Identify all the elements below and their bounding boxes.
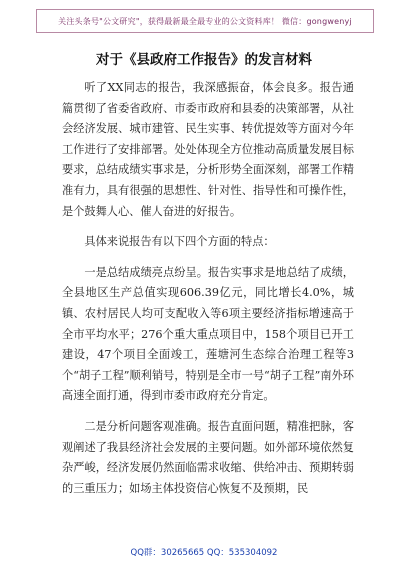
document-body <box>62 78 354 509</box>
document-title: 对于《县政府工作报告》的发言材料 <box>96 52 312 68</box>
paragraph-point-one: 一是总结成绩亮点纷呈。报告实事求是地总结了成绩，全县地区生产总值实现606.39亿元，同比增长4.0%，城镇、农村居民人均可支配收入等6项主要经济指标增速高于全市平均水平；276个重大重点项目中，158个项目已开工建设，47个项目全面竣工，莲塘河生态综合治理工程等3个“胡子工程”顺利销号，特别是全市一号“胡子工程”南外环高速全面打通，得到市委市政府充分肯定。 <box>62 265 354 403</box>
paragraph-point-two: 二是分析问题客观准确。报告直面问题，精准把脉，客观阐述了我县经济社会发展的主要问题。如外部环境依然复杂严峻，经济发展仍然面临需求收缩、供给冲击、预期转弱的三重压力；如场主体投资信心恢复不及预期，民 <box>62 419 354 495</box>
paragraph-lead: 具体来说报告有以下四个方面的特点： <box>84 235 275 249</box>
paragraph-intro: 听了XX同志的报告，我深感振奋，体会良多。报告通篇贯彻了省委省政府、市委市政府和县委的决策部署，从社会经济发展、城市建管、民生实事、转优提效等方面对今年工作进行了安排部署。处处体现全方位推动高质量发展目标要求，总结成绩实事求是，分析形势全面深刻，部署工作精准有力，具有很强的思想性、针对性、指导性和可操作性，是个鼓舞人心、催人奋进的好报告。 <box>62 81 354 218</box>
banner-text: 关注头条号"公文研究"，获得最新最全最专业的公文资料库！ 微信：gongwenyj <box>58 16 352 26</box>
footer-contact: QQ群：30265665 QQ：535304092 <box>130 548 278 558</box>
header-banner <box>36 9 374 33</box>
